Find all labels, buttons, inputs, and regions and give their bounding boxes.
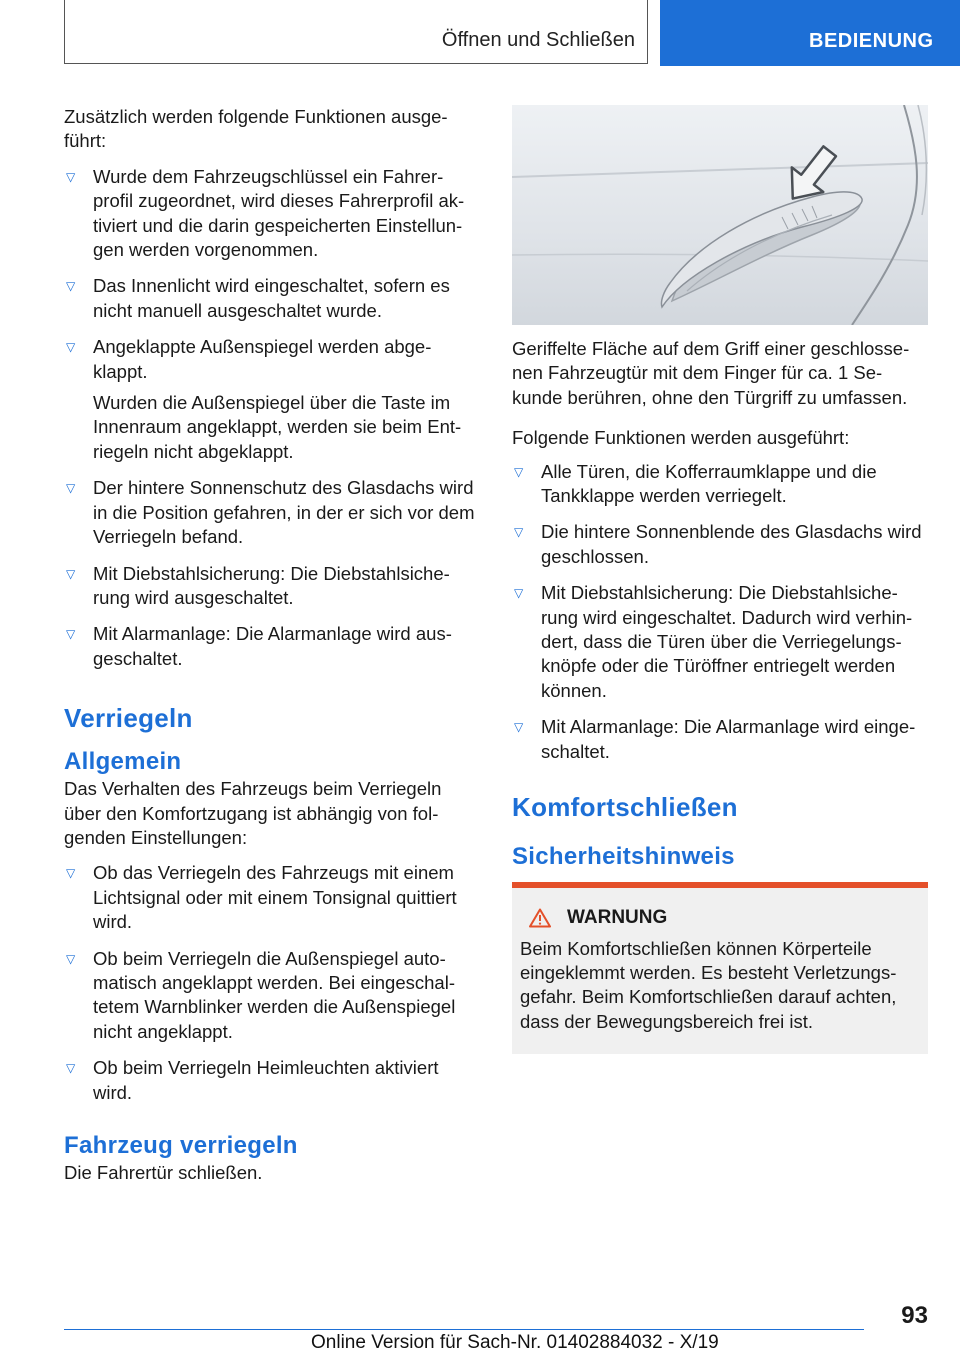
right-column [512, 105, 928, 1054]
intro-paragraph: Zusätzlich werden folgende Funktionen ausge-führt: [64, 106, 448, 152]
heading-sicherheitshinweis: Sicherheitshinweis [512, 843, 735, 871]
lock-functions-list [512, 460, 928, 764]
list-item: ▽ Mit Diebstahlsicherung: Die Diebstahlsiche-rung wird ausgeschaltet. [64, 562, 476, 611]
list-item: ▽ Mit Alarmanlage: Die Alarmanlage wird aus-geschaltet. [64, 622, 476, 671]
list-item: ▽ Ob das Verriegeln des Fahrzeugs mit einem Lichtsignal oder mit einem Tonsignal quittiert wird. [64, 861, 476, 934]
list-item: ▽ Mit Alarmanlage: Die Alarmanlage wird einge-schaltet. [512, 715, 928, 764]
list-item: ▽ Das Innenlicht wird eingeschaltet, sofern es nicht manuell ausgeschaltet wurde. [64, 274, 476, 323]
footer-divider [64, 1329, 864, 1330]
footer-online-version: Online Version für Sach-Nr. 01402884032 - X/19 [311, 1332, 719, 1353]
warning-triangle-icon [529, 908, 551, 928]
allgemein-paragraph: Das Verhalten des Fahrzeugs beim Verriegeln über den Komfortzugang ist abhängig von fol-genden Einstellungen: [64, 778, 442, 848]
functions-intro: Folgende Funktionen werden ausgeführt: [512, 427, 850, 449]
list-item-subparagraph: Wurden die Außenspiegel über die Taste im Innenraum angeklappt, werden sie beim Ent-riegeln nicht abgeklappt. [93, 392, 462, 462]
list-item: ▽ Ob beim Verriegeln Heimleuchten aktiviert wird. [64, 1056, 476, 1105]
warning-text: Beim Komfortschließen können Körperteile eingeklemmt werden. Es besteht Verletzungs-gefahr. Beim Komfortschließen darauf achten, dass der Bewegungsbereich frei ist. [520, 937, 897, 1032]
chapter-tab-label: BEDIENUNG [809, 30, 934, 52]
list-item: ▽ Mit Diebstahlsicherung: Die Diebstahlsiche-rung wird eingeschaltet. Dadurch wird verhin-dert, dass die Türen über die Verriegelungs-knöpfe oder die Türöffner entriegelt werden können. [512, 581, 928, 703]
heading-komfortschliessen: Komfortschließen [512, 792, 738, 823]
warning-box [512, 882, 928, 1054]
chapter-tab[interactable] [660, 0, 960, 66]
list-item [64, 335, 476, 464]
heading-fahrzeug-verriegeln: Fahrzeug verriegeln [64, 1132, 298, 1159]
list-item: ▽ Wurde dem Fahrzeugschlüssel ein Fahrer-profil zugeordnet, wird dieses Fahrerprofil ak-tiviert und die darin gespeicherten Einstellun-gen werden vorgenommen. [64, 165, 476, 263]
heading-verriegeln: Verriegeln [64, 703, 193, 734]
list-item: ▽ Die hintere Sonnenblende des Glasdachs wird geschlossen. [512, 520, 928, 569]
unlock-functions-list [64, 165, 476, 671]
photo-caption: Geriffelte Fläche auf dem Griff einer geschlosse-nen Fahrzeugtür mit dem Finger für ca. 1 Se-kunde berühren, ohne den Türgriff zu umfassen. [512, 338, 910, 408]
header-section-title: Öffnen und Schließen [441, 29, 635, 51]
list-item: ▽ Alle Türen, die Kofferraumklappe und die Tankklappe werden verriegelt. [512, 460, 928, 509]
fahrzeug-paragraph: Die Fahrertür schließen. [64, 1162, 263, 1183]
door-handle-photo [512, 105, 928, 325]
warning-header [529, 906, 920, 930]
settings-list [64, 861, 476, 1105]
door-handle-illustration [512, 105, 928, 325]
list-item: ▽ Ob beim Verriegeln die Außenspiegel auto-matisch angeklappt werden. Bei eingeschal-tetem Warnblinker werden die Außenspiegel nicht angeklappt. [64, 947, 476, 1045]
heading-allgemein: Allgemein [64, 748, 182, 776]
warning-title: WARNUNG [567, 907, 668, 929]
list-item-text: ▽ Angeklappte Außenspiegel werden abge-klappt. [93, 336, 432, 382]
left-column [64, 105, 476, 1185]
page-number: 93 [901, 1302, 928, 1329]
list-item: ▽ Der hintere Sonnenschutz des Glasdachs wird in die Position gefahren, in der er sich vor dem Verriegeln befand. [64, 476, 476, 549]
